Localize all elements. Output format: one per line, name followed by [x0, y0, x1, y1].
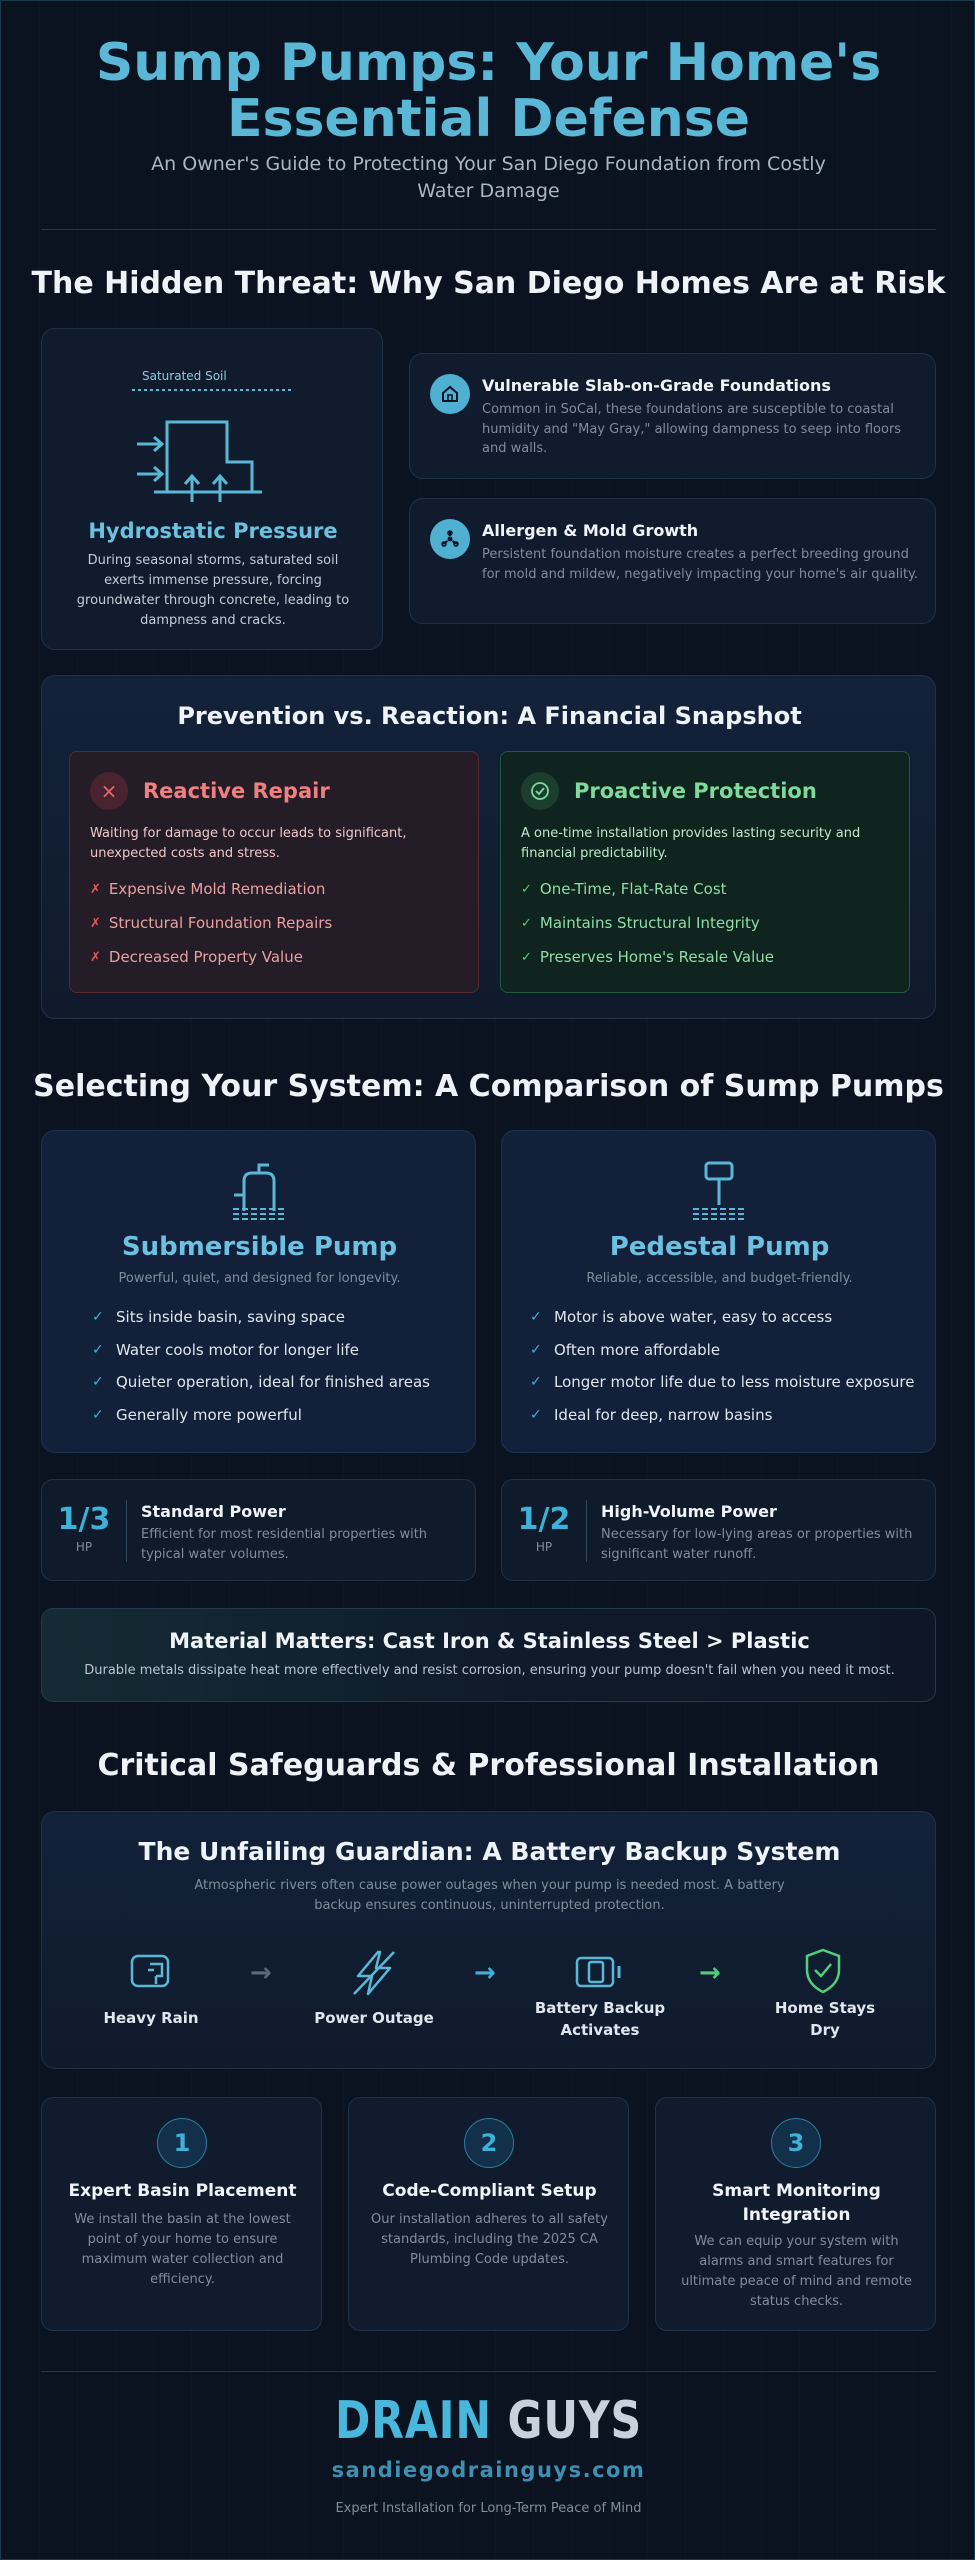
check-icon: ✓ — [521, 881, 532, 897]
reactive-panel — [69, 751, 479, 993]
step-number: 3 — [771, 2118, 821, 2168]
step-label: Battery Backup Activates — [534, 1999, 666, 2039]
step-label: Power Outage — [314, 2009, 434, 2027]
submersible-features — [92, 1301, 462, 1431]
proactive-list — [521, 872, 901, 974]
divider — [41, 229, 936, 230]
hp-unit: HP — [75, 1540, 93, 1554]
divider — [586, 1500, 587, 1562]
battery-card — [41, 1811, 936, 2069]
step-label: Heavy Rain — [103, 2009, 199, 2027]
safeguards-section-title: Critical Safeguards & Professional Installation — [97, 1748, 880, 1783]
list-item: ✗ Expensive Mold Remediation — [90, 880, 326, 898]
pedestal-tagline: Reliable, accessible, and budget-friendly. — [586, 1271, 853, 1286]
power-title: High-Volume Power — [601, 1502, 777, 1521]
divider — [41, 2371, 936, 2372]
power-text: Necessary for low-lying areas or properties with significant water runoff. — [601, 1527, 913, 1562]
proactive-desc: A one-time installation provides lasting security and financial predictability. — [521, 826, 861, 862]
install-title: Smart Monitoring Integration — [712, 2181, 881, 2225]
power-text: Efficient for most residential properties with typical water volumes. — [141, 1527, 428, 1562]
battery-icon — [573, 1952, 627, 1992]
risk-title: Vulnerable Slab-on-Grade Foundations — [482, 376, 831, 395]
footer-tagline: Expert Installation for Long-Term Peace of Mind — [335, 2501, 642, 2516]
power-title: Standard Power — [141, 1502, 286, 1521]
check-icon: ✓ — [530, 1341, 542, 1358]
submersible-pump-icon — [229, 1159, 289, 1221]
risk-text: Common in SoCal, these foundations are susceptible to coastal humidity and "May Gray," allowing dampness to seep into floors and walls. — [482, 402, 902, 456]
risk-title: Allergen & Mold Growth — [482, 521, 699, 540]
risk-card-mold — [409, 498, 936, 624]
list-item: ✓ Preserves Home's Resale Value — [521, 948, 774, 966]
financial-title: Prevention vs. Reaction: A Financial Snapshot — [177, 702, 802, 730]
install-text: We can equip your system with alarms and smart features for ultimate peace of mind and remote status checks. — [681, 2234, 912, 2310]
proactive-panel — [500, 751, 910, 993]
hp-unit: HP — [535, 1540, 553, 1554]
check-icon: ✓ — [92, 1341, 104, 1358]
risk-text: Persistent foundation moisture creates a perfect breeding ground for mold and mildew, negatively impacting your home's air quality. — [482, 547, 919, 582]
check-icon: ✓ — [92, 1309, 104, 1326]
drain-guys-logo: DRAIN GUYS — [334, 2391, 643, 2451]
install-text: We install the basin at the lowest point of your home to ensure maximum water collection and efficiency. — [74, 2212, 291, 2288]
check-icon: ✓ — [530, 1406, 542, 1423]
x-circle-icon: × — [90, 772, 128, 810]
hydrostatic-card — [41, 328, 383, 650]
material-text: Durable metals dissipate heat more effectively and resist corrosion, ensuring your pump doesn't fail when you need it most. — [84, 1663, 895, 1678]
list-item: ✓ Often more affordable — [530, 1340, 721, 1359]
arrow-icon: → — [250, 1958, 272, 1988]
install-card — [41, 2097, 322, 2331]
reactive-list — [90, 872, 470, 974]
list-item: ✓ Longer motor life due to less moisture exposure — [530, 1373, 915, 1392]
check-icon: ✓ — [92, 1374, 104, 1391]
submersible-tagline: Powerful, quiet, and designed for longevity. — [118, 1271, 401, 1286]
material-title: Material Matters: Cast Iron & Stainless Steel > Plastic — [169, 1629, 810, 1653]
proactive-title: Proactive Protection — [574, 779, 817, 803]
power-card-high — [501, 1479, 936, 1581]
list-item: ✗ Structural Foundation Repairs — [90, 914, 333, 932]
check-icon: ✓ — [530, 1374, 542, 1391]
hp-value: 1/3 — [57, 1502, 111, 1537]
step-number: 1 — [157, 2118, 207, 2168]
submersible-card — [41, 1130, 476, 1453]
list-item: ✓ Quieter operation, ideal for finished areas — [92, 1373, 430, 1392]
x-mark-icon: ✗ — [90, 881, 101, 897]
website-link[interactable]: sandiegodrainguys.com — [331, 2458, 646, 2482]
submersible-name: Submersible Pump — [121, 1232, 398, 1262]
list-item: ✓ Sits inside basin, saving space — [92, 1308, 345, 1327]
list-item: ✗ Decreased Property Value — [90, 948, 303, 966]
pedestal-pump-icon — [689, 1159, 749, 1221]
risk-card-slab — [409, 353, 936, 479]
list-item: ✓ One-Time, Flat-Rate Cost — [521, 880, 727, 898]
biohazard-icon — [430, 519, 470, 559]
arrow-icon: → — [699, 1958, 721, 1988]
pedestal-name: Pedestal Pump — [609, 1232, 830, 1262]
list-item: ✓ Generally more powerful — [92, 1405, 302, 1424]
page-subtitle: An Owner's Guide to Protecting Your San Diego Foundation from Costly Water Damage — [151, 153, 826, 202]
house-icon — [430, 374, 470, 414]
saturated-soil-label: Saturated Soil — [142, 369, 227, 383]
hydrostatic-diagram-icon — [132, 384, 302, 504]
reactive-desc: Waiting for damage to occur leads to significant, unexpected costs and stress. — [90, 826, 407, 862]
pedestal-card — [501, 1130, 936, 1453]
shield-check-icon — [801, 1946, 845, 1996]
battery-title: The Unfailing Guardian: A Battery Backup System — [138, 1837, 841, 1866]
lightning-icon — [350, 1948, 398, 1998]
page-title: Sump Pumps: Your Home's Essential Defense — [95, 33, 882, 150]
list-item: ✓ Maintains Structural Integrity — [521, 914, 760, 932]
hydrostatic-text: During seasonal storms, saturated soil exerts immense pressure, forcing groundwater through concrete, leading to dampness and cracks. — [76, 553, 350, 629]
list-item: ✓ Water cools motor for longer life — [92, 1340, 360, 1359]
pedestal-features — [530, 1301, 930, 1431]
power-card-standard — [41, 1479, 476, 1581]
threat-section-title: The Hidden Threat: Why San Diego Homes Are at Risk — [31, 266, 946, 301]
hp-value: 1/2 — [517, 1502, 571, 1537]
install-title: Expert Basin Placement — [68, 2181, 297, 2201]
divider — [126, 1500, 127, 1562]
check-icon: ✓ — [92, 1406, 104, 1423]
list-item: ✓ Ideal for deep, narrow basins — [530, 1405, 773, 1424]
selection-section-title: Selecting Your System: A Comparison of Sump Pumps — [33, 1069, 944, 1104]
install-card — [348, 2097, 629, 2331]
check-icon: ✓ — [521, 915, 532, 931]
reactive-title: Reactive Repair — [143, 779, 330, 803]
check-icon: ✓ — [530, 1309, 542, 1326]
list-item: ✓ Motor is above water, easy to access — [530, 1308, 833, 1327]
material-card — [41, 1608, 936, 1702]
check-icon: ✓ — [521, 949, 532, 965]
install-title: Code-Compliant Setup — [382, 2181, 597, 2201]
x-mark-icon: ✗ — [90, 915, 101, 931]
x-mark-icon: ✗ — [90, 949, 101, 965]
install-text: Our installation adheres to all safety standards, including the 2025 CA Plumbing Code updates. — [371, 2212, 608, 2268]
rain-icon — [128, 1952, 174, 1994]
battery-text: Atmospheric rivers often cause power outages when your pump is needed most. A battery backup ensures continuous, uninterrupted protection. — [194, 1878, 785, 1914]
check-circle-icon — [521, 772, 559, 810]
hydrostatic-title: Hydrostatic Pressure — [88, 519, 338, 543]
step-label: Home Stays Dry — [774, 1999, 876, 2039]
install-card — [655, 2097, 936, 2331]
financial-card — [41, 675, 936, 1019]
step-number: 2 — [464, 2118, 514, 2168]
arrow-icon: → — [474, 1958, 496, 1988]
